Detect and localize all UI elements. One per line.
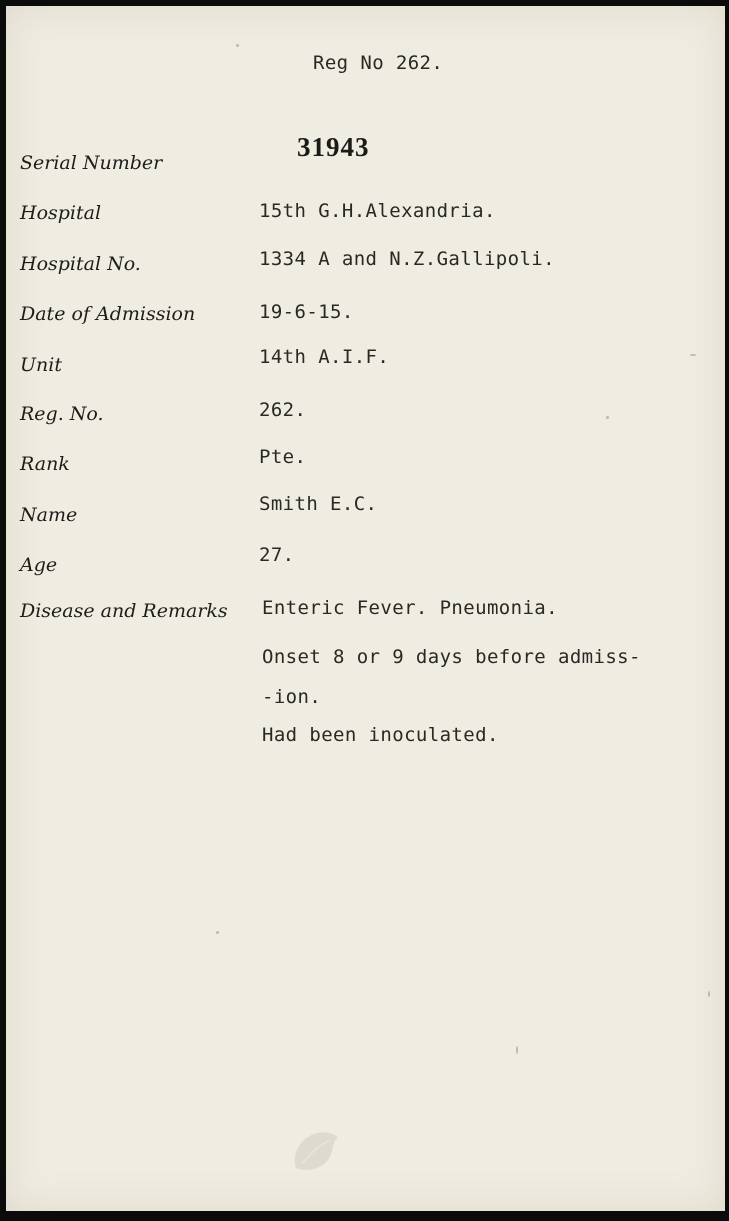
age-value: 27. bbox=[259, 544, 295, 566]
serial-number-value: 31943 bbox=[297, 132, 370, 162]
disease-and-remarks-label: Disease and Remarks bbox=[20, 600, 228, 622]
date-of-admission-value: 19-6-15. bbox=[259, 301, 354, 323]
paper-speck bbox=[690, 354, 696, 356]
rank-label: Rank bbox=[20, 453, 70, 475]
paper-speck bbox=[606, 416, 609, 419]
faint-stamp-mark bbox=[288, 1128, 340, 1174]
remarks-line-2: Onset 8 or 9 days before admiss- bbox=[262, 646, 641, 668]
paper-speck bbox=[216, 931, 219, 934]
rank-value: Pte. bbox=[259, 446, 307, 468]
hospital-value: 15th G.H.Alexandria. bbox=[259, 200, 496, 222]
reg-number-header: Reg No 262. bbox=[313, 52, 444, 74]
paper-speck bbox=[236, 44, 239, 47]
hospital-no-label: Hospital No. bbox=[20, 253, 141, 275]
name-label: Name bbox=[20, 504, 78, 526]
hospital-no-value: 1334 A and N.Z.Gallipoli. bbox=[259, 248, 555, 270]
age-label: Age bbox=[20, 554, 58, 576]
hospital-label: Hospital bbox=[20, 202, 102, 224]
remarks-line-3: -ion. bbox=[262, 686, 322, 708]
paper-speck bbox=[708, 991, 710, 997]
remarks-line-1: Enteric Fever. Pneumonia. bbox=[262, 597, 558, 619]
remarks-line-4: Had been inoculated. bbox=[262, 724, 499, 746]
reg-no-label: Reg. No. bbox=[20, 403, 104, 425]
record-card bbox=[6, 6, 725, 1211]
name-value: Smith E.C. bbox=[259, 493, 378, 515]
serial-number-label: Serial Number bbox=[20, 152, 163, 174]
unit-label: Unit bbox=[20, 354, 62, 376]
unit-value: 14th A.I.F. bbox=[259, 346, 390, 368]
reg-no-value: 262. bbox=[259, 399, 307, 421]
date-of-admission-label: Date of Admission bbox=[20, 303, 196, 325]
paper-speck bbox=[516, 1046, 518, 1054]
